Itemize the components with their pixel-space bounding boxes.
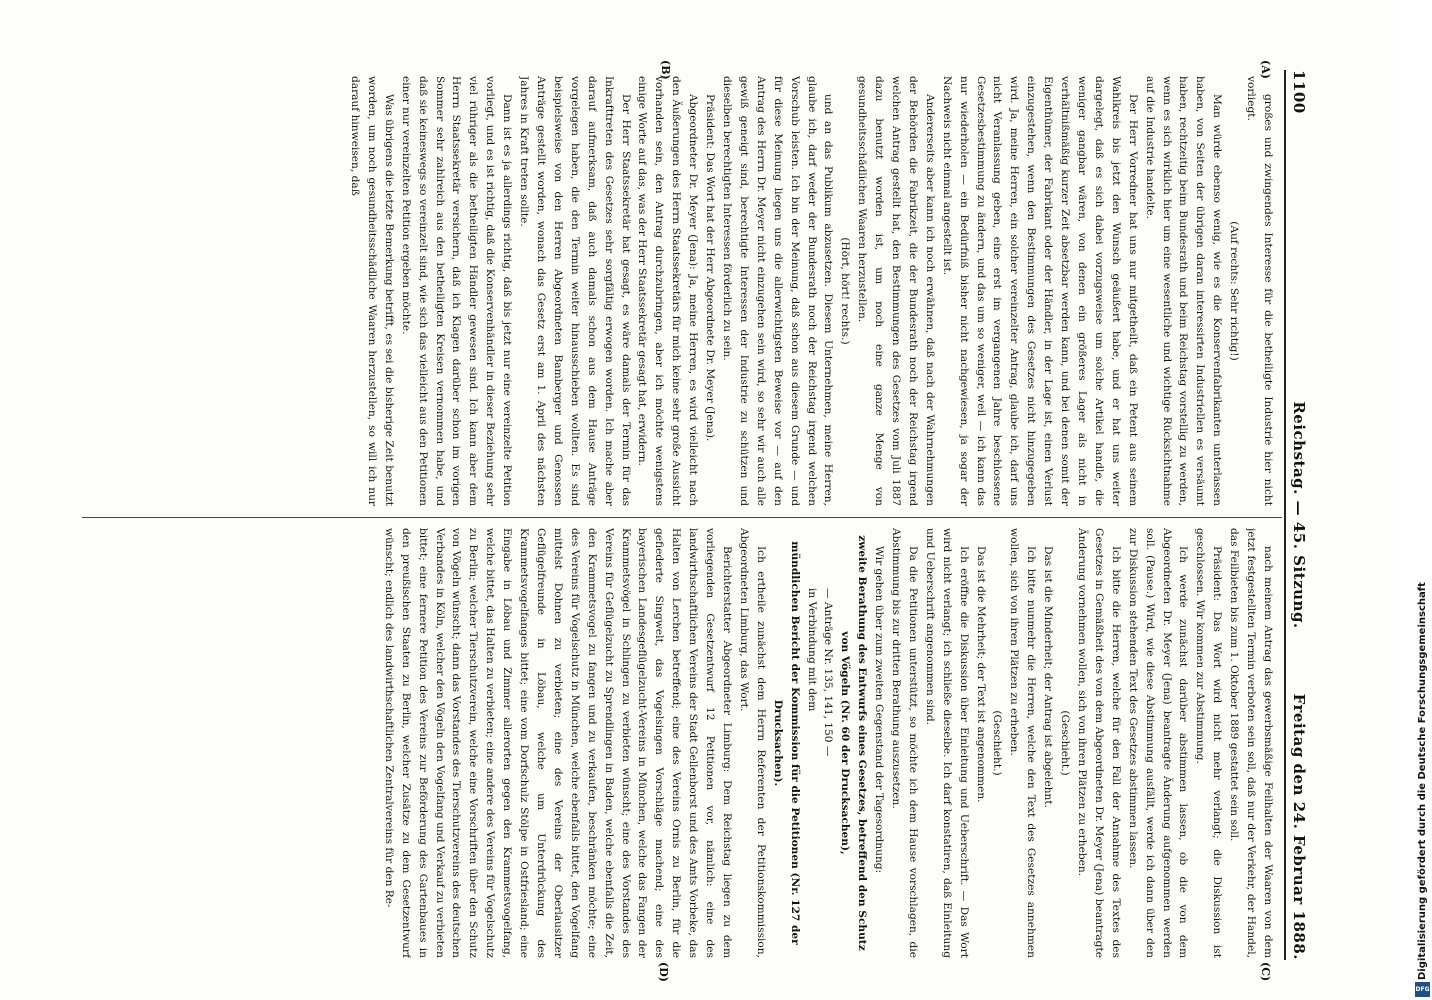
text-line: zweite Berathung des Entwurfs eines Gesetzes, betreffend den Schutz von Vögeln (Nr. 60 der Drucksachen), bbox=[839, 535, 869, 951]
paragraph: großes und zwingendes Interesse für die betheiligte Industrie hier nicht vorliegt. bbox=[1245, 76, 1274, 506]
paragraph: Der Herr Vorredner hat uns nur mitgetheilt, daß ein Petent aus seinem Wahlkreis bis jetzt den Wunsch geäußert habe, und er hat uns weiter dargelegt, daß es sich dabei vorzugsweise um solche Artikel handle, die weniger gangbar wären, von denen ein größeres Lager als nicht in verhältnißmäßig kurzer Zeit absetzbar werden kann, und bei denen somit der Eigenthümer, der Fabrikant oder der Händler, in der Lage ist, einen Verlust einzugestehen, wenn den Bestimmungen des Gesetzes nicht hinzugegeben wird. Ja, meine Herren, ein solcher vereinzelter Antrag, glaube ich, darf uns nicht Veranlassung geben, eine erst im vergangenen Jahre beschlossene Gesetzesbestimmung zu ändern, und das um so weniger, weil — ich kann das nur wiederholen — ein Bedürfniß bisher nicht nachgewiesen, ja sogar der Nachweis nicht einmal angestellt ist. bbox=[940, 76, 1139, 506]
paragraph: Ich werde zunächst darüber abstimmen lassen, ob die von dem Abgeordneten Dr. Meyer (Jena) beantragte Änderung aufgenommen werden soll. (Pause.) Wird, wie diese Abstimmung ausfällt, werde ich dann über den zur Diskussion stehenden Text des Gesetzes abstimmen lassen. bbox=[1126, 528, 1190, 958]
paragraph: Ich ertheile zunächst dem Herrn Referenten der Petitionskommission, Abgeordneten Limburg, das Wort. bbox=[737, 528, 767, 958]
paragraph: Da die Petitionen unterstützt, so möchte ich dem Hause vorschlagen, die Abstimmung bis zur dritten Berathung auszusetzen. bbox=[890, 528, 919, 958]
session-date: Freitag den 24. Februar 1888. bbox=[1290, 693, 1308, 960]
left-text-column bbox=[86, 76, 1276, 506]
margin-marker-c: (C) bbox=[1259, 962, 1272, 982]
right-text-column bbox=[86, 528, 1276, 958]
paragraph: Der Herr Staatssekretär hat gesagt, es wäre damals der Termin für das Inkrafttreten des Gesetzes sehr sorgfältig erwogen worden. Ich mache aber darauf aufmerksam, daß auch damals schon aus dem Hause Anträge vorgelegen haben, die den Termin weiter hinausschieben wollten. Es sind beispielsweise von den Herren Abgeordneten Bamberger und Genossen Anträge gestellt worden, wonach das Gesetz erst am 1. April des nächsten Jahres in Kraft treten sollte. bbox=[518, 76, 632, 506]
paragraph: Ich eröffne die Diskussion über Einleitung und Ueberschrift. — Das Wort wird nicht verlangt; ich schließe dieselbe. Ich darf konstatiren, daß Einleitung und Ueberschrift angenommen sind. bbox=[923, 528, 970, 958]
paragraph: Präsident: Das Wort hat der Herr Abgeordnete Dr. Meyer (Jena). bbox=[704, 94, 717, 442]
paragraph: Was übrigens die letzte Bemerkung betrifft, es sei die bisherige Zeit benutzt worden, um noch gesundheitsschädliche Waaren herzustellen, so will ich nur darauf hinweisen, daß bbox=[349, 76, 395, 506]
page-header bbox=[1284, 70, 1314, 960]
paragraph: und an das Publikum abzusetzen. Diesem Unternehmen, meine Herren, glaube ich, darf weder der Bundesrath noch der Reichstag irgend welchen Vorschub leisten. Ich bin der Meinung, daß schon aus diesem Grunde — und für diese Meinung liegen uns die allerwichtigsten Beweise vor — auf den Antrag des Herrn Dr. Meyer nicht einzugehen sein wird, so sehr wir auch alle gewiß geneigt sind, berechtigte Interessen der Industrie zu schützen und dieselben berechtigten Interessen förderlich zu sein. bbox=[721, 76, 835, 506]
paragraph: Dann ist es ja allerdings richtig, daß bis jetzt nur eine vereinzelte Petition vorliegt, und es ist richtig, daß die Konservenhändler in dieser Beziehung sehr viel rühriger als die betheiligten Händler gewesen sind. Ich kann aber dem Herrn Staatssekretär versichern, daß ich Klagen darüber schon im vorigen Sommer sehr zahlreich aus den betheiligten Kreisen vernommen habe, und daß sie keineswegs so vereinzelt sind, wie sich das vielleicht aus den Petitionen einer nur vereinzelten Petition ergeben möchte. bbox=[399, 76, 514, 506]
page-number: 1100 bbox=[1290, 70, 1308, 114]
text-line: (Auf rechts: Sehr richtig!) bbox=[1228, 221, 1241, 361]
digitization-stamp bbox=[1414, 582, 1432, 1000]
header-rule bbox=[1284, 70, 1286, 960]
text-line: in Verbindung mit dem bbox=[805, 588, 818, 712]
dfg-logo: DFG bbox=[1415, 982, 1430, 997]
paragraph: nach meinem Antrag das gewerbsmäßige Feilhalten der Waaren von dem jetzt festgestellten Termin verboten sein soll, daß nur der Verkehr, der Handel, das Feilbieten bis zum 1. Oktober 1889 gestattet sein soll. bbox=[1228, 528, 1274, 958]
paragraph: Ich bitte die Herren, welche für den Fall der Annahme des Textes des Gesetzes in Gemäßheit des von dem Abgeordneten Dr. Meyer (Jena) beantragte Änderung vornehmen wollen, sich von ihren Plätzen zu erheben. bbox=[1076, 528, 1122, 958]
paragraph: Man würde ebenso wenig, wie es die Konservenfabrikanten unterlassen haben, von Seiten der übrigen daran interessirten Industriellen es versäumt haben, rechtzeitig beim Bundesrath und beim Reichstag vorstellig zu werden, wenn es sich wirklich hier um eine wesentliche und wichtige Rücksichtnahme auf die Industrie handelte. bbox=[1143, 76, 1224, 506]
text-line: mündlichen Bericht der Kommission für die Petitionen (Nr. 127 der Drucksachen). bbox=[771, 541, 801, 945]
text-line: — Anträge Nr. 135, 141, 150 — bbox=[822, 588, 835, 757]
running-title: Reichstag. — 45. Sitzung. bbox=[1290, 401, 1308, 629]
paragraph: Ich bitte nunmehr die Herren, welche den Text des Gesetzes annehmen wollen, sich von ihren Plätzen zu erheben. bbox=[1008, 528, 1038, 958]
text-line: (Geschieht.) bbox=[1059, 710, 1072, 776]
column-divider bbox=[82, 517, 1282, 518]
paragraph: Das ist die Mehrheit; der Text ist angenommen. bbox=[974, 546, 987, 803]
paragraph: Wir gehen über zum zweiten Gegenstand der Tagesordnung: bbox=[873, 546, 886, 874]
funding-notice: Digitalisierung gefördert durch die Deutsche Forschungsgemeinschaft bbox=[1417, 582, 1428, 980]
text-line: (Geschieht.) bbox=[991, 710, 1004, 776]
text-line: (Hört, hört! rechts.) bbox=[839, 237, 852, 345]
paragraph: Berichterstatter Abgeordneter Limburg: Dem Reichstag liegen zu dem vorliegenden Gesetzentwurf 12 Petitionen vor, nämlich: eine des landwirthschaftlichen Vereins der Stadt Gellenborst und des Amts Vorbeke, das Halten von Lerchen betreffend; eine des Vereins Ornis zu Berlin, für die gefiederte Singwelt, das Vogelsingen Vorschläge machend; eine des bayerischen Landesgeflügelzucht-Vereins in München, welche das Fangen der Krammetsvögel in Schlingen zu verbieten wünscht; eine des Vorstandes des Vereins für Geflügelzucht zu Sprendlingen in Baden, welche ebenfalls die Zeit, den Krammetsvogel zu fangen und zu verkaufen, beschränken möchte; eine des Vereins für Vogelschutz in München, welche ebenfalls bittet, den Vogelfang mittelst Dohnen zu verbieten; eine des Vereins der Oberlausitzer Geflügelfreunde in Löbau, welche um Unterdrückung des Krammetsvogelfanges bittet; eine vom Dorfschulz Stölpe in Ostfriesland; eine Eingabe in Löbau und Zimmer allerorten gegen den Krammetsvogelfang, welche bittet, das Halten zu verbieten; eine andere des Vereins für Vogelschutz zu Berlin; welcher Tierschutzverein, welche eine Vorschriften über den Schutz von Vögeln wünscht; dann das Vorstandes des Tierschutzvereins des deutschen Verbandes in Köln, welcher den Vögeln den Vogelfang und Verkauf zu verbieten bittet; eine fernere Petition des Vereins zur Beförderung des Gartenbaues in den preußischen Staaten zu Berlin, welcher Zusätze zu dem Gesetzentwurf wünscht; endlich des landwirthschaftlichen Zentralvereins für den Re- bbox=[382, 528, 733, 958]
margin-marker-d: (D) bbox=[657, 962, 670, 982]
margin-marker-b: (B) bbox=[659, 60, 672, 80]
paragraph: Abgeordneter Dr. Meyer (Jena): Ja, meine Herren, es wird vielleicht nach den Äußerungen des Herrn Staatssekretärs für mich keine sehr große Aussicht vorhanden sein, den Antrag durchzubringen, aber ich möchte wenigstens einige Worte auf das, was der Herr Staatssekretär gesagt hat, erwidern. bbox=[636, 76, 700, 506]
paragraph: Das ist die Minderheit; der Antrag ist abgelehnt. bbox=[1042, 546, 1055, 808]
paragraph: Präsident: Das Wort wird nicht mehr verlangt; die Diskussion ist geschlossen. Wir kommen zur Abstimmung. bbox=[1194, 528, 1224, 958]
paragraph: Andererseits aber kann ich noch erwähnen, daß nach der Wahrnehmungen der Behörden die Fabrikzeit, die der Bundesrath noch der Reichstag irgend welchen Antrag gestellt hat, den Bestimmungen des Gesetzes vom Juli 1887 dazu benutzt worden ist, um noch eine ganze Menge von gesundheitsschädlichen Waaren herzustellen. bbox=[856, 76, 936, 506]
margin-marker-a: (A) bbox=[1259, 60, 1272, 79]
